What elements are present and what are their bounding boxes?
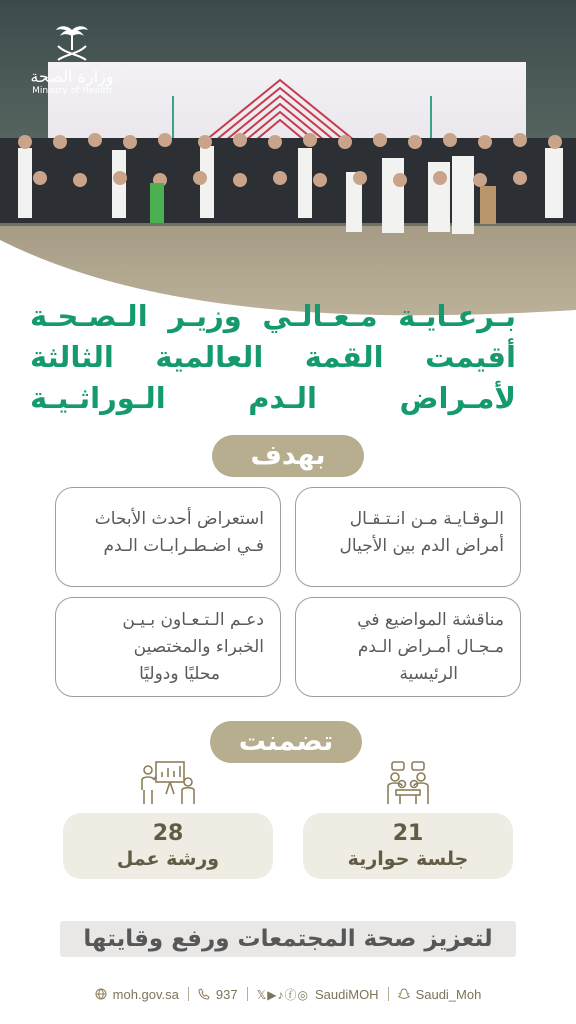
footer-divider	[388, 987, 389, 1001]
goal-card-line: الـوقـايـة مـن انـتـقـال	[349, 509, 504, 529]
workshop-presentation-icon	[140, 760, 196, 806]
globe-icon	[95, 988, 107, 1000]
snapchat-handle[interactable]: Saudi_Moh	[415, 986, 482, 1002]
includes-label: تضمنت	[210, 721, 362, 763]
stat-label: جلسة حوارية	[347, 848, 469, 870]
logo-arabic-text: وزارة الصحة	[30, 67, 114, 86]
title-line-1: بـرعـايـة مـعـالـي وزيـر الـصـحـة	[30, 299, 516, 333]
stat-value: 21	[392, 821, 424, 846]
page-title	[30, 296, 516, 419]
stat-label: ورشة عمل	[116, 848, 220, 870]
snapchat-icon	[398, 988, 410, 1000]
panel-discussion-icon	[384, 760, 432, 806]
palm-swords-icon	[54, 24, 90, 64]
phone-number[interactable]: 937	[215, 986, 238, 1002]
title-line-2: أقيمت القمة العالمية الثالثة	[30, 340, 516, 374]
phone-icon	[198, 988, 210, 1000]
goal-card-line: محليًا ودوليًا	[139, 664, 220, 684]
logo-english-text: Ministry of Health	[32, 86, 112, 96]
goal-card-line: دعـم الـتـعـاون بـيـن	[122, 610, 264, 630]
event-photo	[0, 0, 576, 330]
footer-contacts	[60, 983, 516, 1005]
title-line-3: لأمـراض الـدم الـوراثـيـة	[30, 381, 516, 415]
stat-workshops	[63, 813, 273, 879]
closing-banner: لتعزيز صحة المجتمعات ورفع وقايتها	[60, 921, 516, 957]
goal-card-research	[55, 487, 281, 587]
ministry-logo	[24, 24, 120, 97]
footer-divider	[188, 987, 189, 1001]
social-handle[interactable]: SaudiMOH	[314, 986, 379, 1002]
footer-divider	[247, 987, 248, 1001]
goal-card-line: الخبراء والمختصين	[133, 637, 264, 657]
goal-card-line: مناقشة المواضيع في	[357, 610, 504, 630]
goal-card-line: استعراض أحدث الأبحاث	[94, 509, 264, 529]
goal-label: بهدف	[212, 435, 364, 477]
goal-card-line: الرئيسية	[399, 664, 458, 684]
goal-card-line: مـجـال أمـراض الـدم	[357, 637, 504, 657]
goal-card-prevention	[295, 487, 521, 587]
goal-card-line: أمراض الدم بين الأجيال	[339, 536, 504, 556]
stat-dialogue-sessions	[303, 813, 513, 879]
website-link[interactable]: moh.gov.sa	[112, 986, 179, 1002]
stat-value: 28	[152, 821, 184, 846]
social-media-icons: 𝕏▶♪ⓕ◎	[256, 987, 309, 1002]
goal-card-collaboration	[55, 597, 281, 697]
goal-card-topics	[295, 597, 521, 697]
goal-card-line: فـي اضـطـرابـات الـدم	[103, 536, 264, 556]
